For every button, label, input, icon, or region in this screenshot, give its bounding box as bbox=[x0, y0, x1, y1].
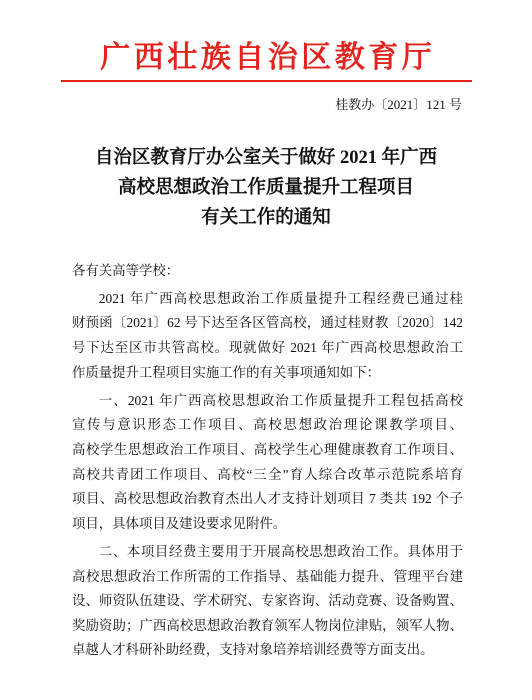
doc-body bbox=[72, 259, 463, 663]
paragraph-line: 卓越人才科研补助经费，支持对象培养培训经费等方面支出。 bbox=[72, 642, 434, 658]
doc-number: 桂教办〔2021〕121 号 bbox=[335, 97, 462, 112]
paragraph-line: 2021 年广西高校思想政治工作质量提升工程经费已通过桂 bbox=[98, 290, 463, 306]
doc-title bbox=[0, 143, 532, 233]
paragraph-line: 作质量提升工程项目实施工作的有关事项通知如下： bbox=[72, 364, 380, 380]
paragraph-line: 奖励资助；广西高校思想政治教育领军人物岗位津贴，领军人物、 bbox=[72, 617, 463, 633]
paragraph-line: 一、2021 年广西高校思想政治工作质量提升工程包括高校 bbox=[98, 392, 463, 408]
salutation: 各有关高等学校： bbox=[72, 262, 180, 278]
paragraph-line: 高校思想政治工作所需的工作指导、基础能力提升、管理平台建 bbox=[72, 568, 463, 584]
paragraph bbox=[72, 389, 463, 537]
paragraph-line: 财预函〔2021〕62 号下达至各区管高校，通过桂财教〔2020〕142 bbox=[72, 315, 463, 331]
org-header: 广西壮族自治区教育厅 bbox=[100, 41, 436, 74]
paragraph-line: 设、师资队伍建设、学术研究、专家咨询、活动竞赛、设备购置、 bbox=[72, 593, 463, 609]
paragraph-line: 宣传与意识形态工作项目、高校思想政治理论课教学项目、 bbox=[72, 417, 463, 433]
red-divider bbox=[61, 80, 472, 82]
paragraph-line: 项目、高校思想政治教育杰出人才支持计划项目 7 类共 192 个子 bbox=[72, 491, 463, 507]
title-line: 有关工作的通知 bbox=[201, 208, 331, 228]
paragraph-line: 高校学生思想政治工作项目、高校学生心理健康教育工作项目、 bbox=[72, 442, 463, 458]
paragraph bbox=[72, 287, 463, 385]
title-line: 自治区教育厅办公室关于做好 2021 年广西 bbox=[94, 148, 438, 168]
paragraph bbox=[72, 540, 463, 663]
paragraph-line: 号下达至区市共管高校。现就做好 2021 年广西高校思想政治工 bbox=[72, 340, 463, 356]
paragraph-line: 二、本项目经费主要用于开展高校思想政治工作。具体用于 bbox=[98, 544, 463, 559]
paragraph-line: 高校共青团工作项目、高校“三全”育人综合改革示范院系培育 bbox=[72, 466, 463, 482]
title-line: 高校思想政治工作质量提升工程项目 bbox=[117, 178, 414, 198]
paragraph-line: 项目，具体项目及建设要求见附件。 bbox=[72, 515, 287, 531]
